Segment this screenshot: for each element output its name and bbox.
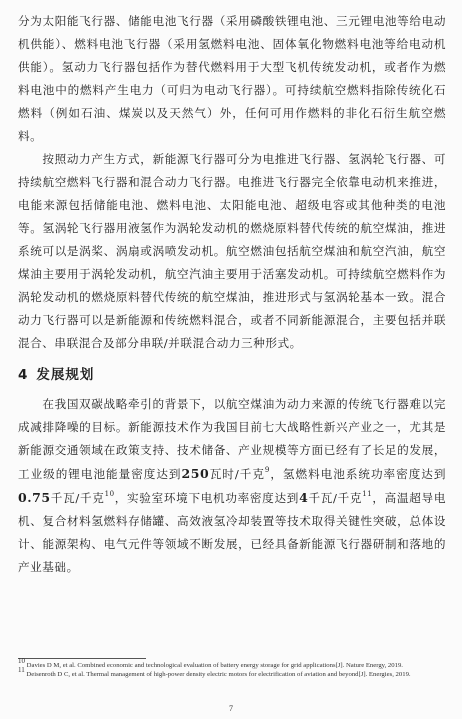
section-number: 4	[18, 367, 29, 383]
section-heading	[18, 365, 446, 385]
paragraph-aircraft-types: 分为太阳能飞行器、储能电池飞行器（采用磷酸铁锂电池、三元锂电池等给电动机供能）、燃料电池飞行器（采用氢燃料电池、固体氧化物燃料电池等给电动机供能）。氢动力飞行器包括作为替代燃料用于大型飞机传统发动机，或者作为燃料电池中的燃料产生电力（可归为电动飞行器）。可持续航空燃料指除传统化石燃料（例如石油、煤炭以及天然气）外，任何可用作燃料的非化石衍生航空燃料。	[18, 14, 446, 143]
paragraph-text: ，氢燃料电池系统功率密度达到	[269, 467, 447, 481]
footnote-item	[18, 657, 446, 671]
paragraph-propulsion-types: 按照动力产生方式，新能源飞行器可分为电推进飞行器、氢涡轮飞行器、可持续航空燃料飞行器和混合动力飞行器。电推进飞行器完全依靠电动机来推进，电能来源包括储能电池、燃料电池、太阳能电池、超级电容或其他种类的电池等。氢涡轮飞行器用液氢作为涡轮发动机的燃烧原料替代传统的航空煤油，推进系统可以是涡桨、涡扇或涡喷发动机。航空燃油包括航空煤油和航空汽油，航空煤油主要用于涡轮发动机，航空汽油主要用于活塞发动机。可持续航空燃料作为涡轮发动机的燃烧原料替代传统的航空煤油，推进形式与氢涡轮基本一致。混合动力飞行器可以是新能源和传统燃料混合，或者不同新能源混合，主要包括并联混合、串联混合及部分串联/并联混合动力三种形式。	[18, 152, 446, 350]
paragraph-text: 在我国双碳战略牵引的背景下，以航空煤油为动力来源的传统飞行器难以完成减排降噪的目标。新能源技术作为我国目前七大战略性新兴产业之一，尤其是新能源交通领域在政策支持、技术储备、产业规模等方面已经有了长足的发展，工业级的锂电池能量密度达到	[18, 397, 446, 481]
paragraph-development-plan	[18, 393, 446, 579]
page-number: 7	[229, 704, 233, 713]
footnote-mark: 11	[18, 665, 25, 674]
footnote-mark: 10	[18, 657, 25, 665]
footnote-ref-11: 11	[362, 490, 373, 499]
fuel-cell-density-value: 0.75	[18, 490, 51, 505]
footnote-ref-10: 10	[104, 490, 115, 499]
battery-energy-density-value: 250	[181, 466, 210, 481]
footnote-divider	[18, 658, 146, 659]
footnote-ref-9: 9	[264, 466, 270, 475]
paragraph-text: ，实验室环境下电机功率密度达到	[114, 491, 300, 505]
body-text	[18, 10, 446, 579]
paragraph-text: 千瓦/千克	[308, 491, 363, 505]
paragraph-text: ，高温超导电机、复合材料氢燃料存储罐、高效液氢冷却装置等技术取得关键性突破，总体设计、能源架构、电气元件等领域不断发展，已经具备新能源飞行器研制和落地的产业基础。	[18, 491, 446, 574]
motor-density-value: 4	[299, 490, 309, 505]
section-title: 发展规划	[36, 367, 95, 383]
footnote-text: Deisenroth D C, et al. Thermal management of high-power density electric motors for electrification of aviation and beyond[J]. Energies, 2019.	[26, 670, 411, 678]
footnote-text: Davies D M, et al. Combined economic and technological evaluation of battery energy storage for grid applications[J]. Nature Energy, 2019.	[26, 662, 403, 670]
paragraph-text: 瓦时/千克	[209, 467, 265, 481]
paragraph-text: 千瓦/千克	[50, 491, 105, 505]
footnotes	[18, 657, 446, 679]
